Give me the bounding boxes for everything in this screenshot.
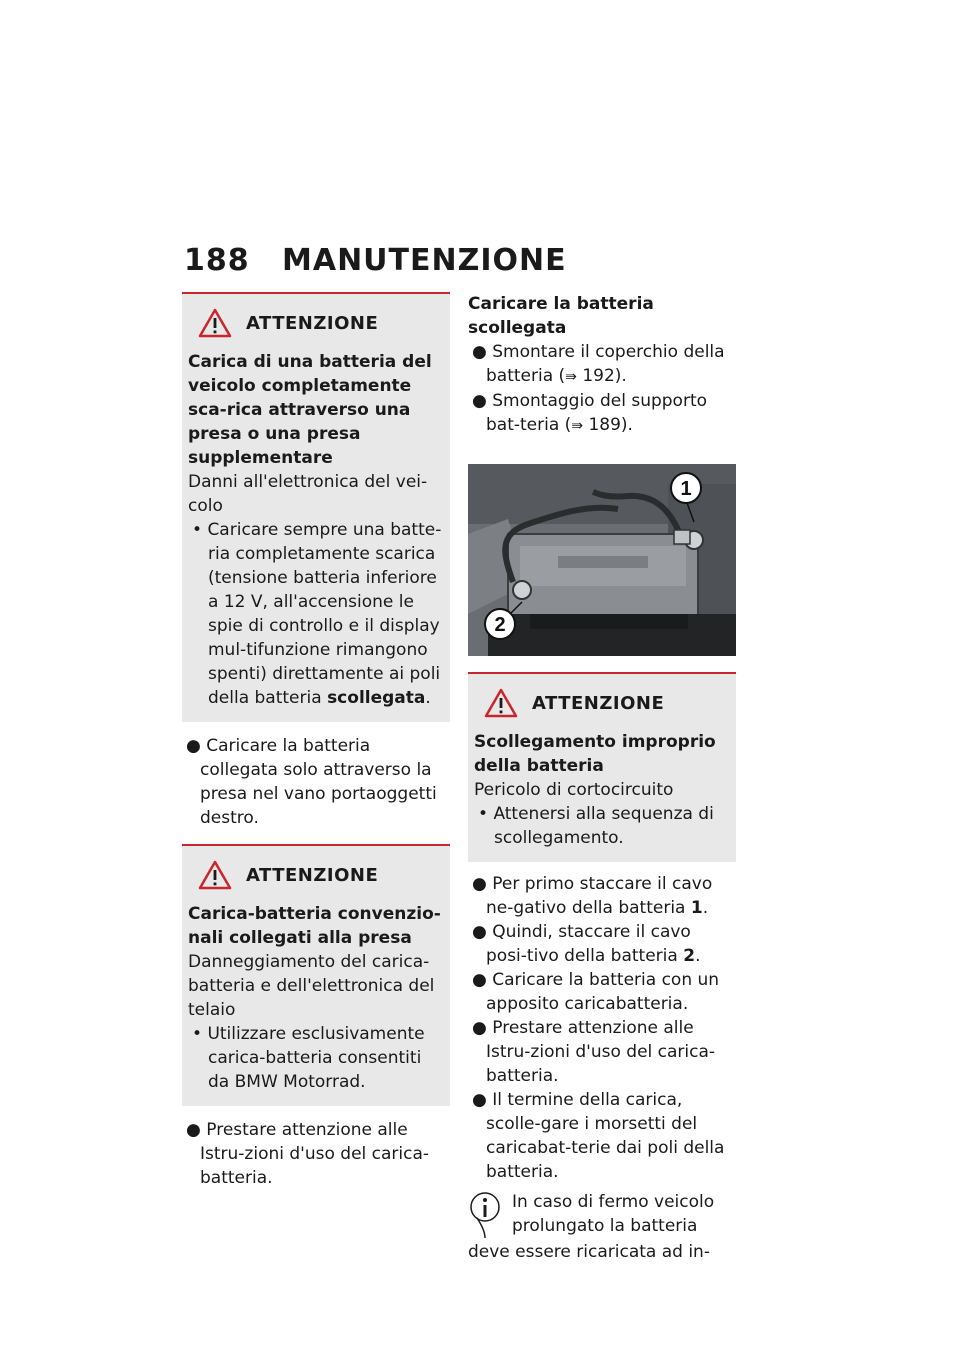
list-item-text: Prestare attenzione alle Istru-zioni d'uso del carica-batteria. [200, 1120, 430, 1188]
warning-header [474, 688, 730, 718]
list-item-end: . [702, 898, 709, 918]
note-text-continued: deve essere ricaricata ad in- [468, 1242, 710, 1262]
note-text: In caso di fermo veicolo prolungato la batteria [512, 1192, 715, 1236]
warning-triangle-icon [198, 860, 232, 890]
list-item: ● Smontaggio del supporto bat-teria (⇛ 189). [472, 391, 708, 435]
warning-triangle-icon [198, 308, 232, 338]
warning-label: ATTENZIONE [246, 864, 379, 886]
warning-bullet: • Attenersi alla sequenza di scollegamento. [478, 804, 714, 848]
page-ref-arrow-icon: ⇛ [565, 369, 577, 385]
warning-triangle-icon [484, 688, 518, 718]
list-item: ● Il termine della carica, scolle-gare i morsetti del caricabat-terie dai poli della batteria. [472, 1090, 725, 1182]
warning-text: Danneggiamento del carica-batteria e dell'elettronica del telaio [188, 952, 435, 1020]
warning-title: Carica-batteria convenzio-nali collegati alla presa [188, 904, 441, 948]
left-column [182, 292, 450, 1190]
list-item-end: . [695, 946, 701, 966]
page-reference[interactable]: 192 [582, 366, 615, 386]
list-item-text: Per primo staccare il cavo ne-gativo della batteria [486, 874, 713, 918]
warning-bullet-bold: scollegata [327, 688, 426, 708]
list-item-text: Caricare la batteria collegata solo attraverso la presa nel vano portaoggetti destro. [200, 736, 437, 828]
warning-box [468, 672, 736, 862]
warning-bullet-end: . [425, 688, 431, 708]
list-item: ● Per primo staccare il cavo ne-gativo della batteria 1. [472, 874, 713, 918]
page-header [184, 240, 567, 280]
section-title: MANUTENZIONE [282, 242, 567, 278]
list-item-end: ). [620, 415, 633, 435]
warning-title: Carica di una batteria del veicolo completamente sca-rica attraverso una presa o una presa supplementare [188, 352, 432, 468]
list-item: ● Caricare la batteria con un apposito caricabatteria. [472, 970, 720, 1014]
page-reference[interactable]: 189 [588, 415, 621, 435]
page-number: 188 [184, 242, 250, 278]
list-item-text: Caricare la batteria con un apposito caricabatteria. [486, 970, 720, 1014]
info-note [468, 1190, 736, 1240]
list-item-end: ). [614, 366, 627, 386]
right-column [468, 292, 736, 1264]
list-item-text: Prestare attenzione alle Istru-zioni d'uso del carica-batteria. [486, 1018, 716, 1086]
warning-bullet-text: Caricare sempre una batte-ria completamente scarica (tensione batteria inferiore a 12 V, all'accensione le spie di controllo e il display mul-tifunzione rimangono spenti) direttamente ai poli della batteria [207, 520, 442, 708]
warning-bullet: • Caricare sempre una batte-ria completamente scarica (tensione batteria inferiore a 12 V, all'accensione le spie di controllo e il display mul-tifunzione rimangono spenti) direttamente ai poli della batteria scollegata. [192, 520, 442, 708]
battery-illustration [468, 464, 736, 656]
callout-2: 2 [494, 614, 506, 636]
warning-bullet-text: Utilizzare esclusivamente carica-batteria consentiti da BMW Motorrad. [207, 1024, 425, 1092]
page-ref-arrow-icon: ⇛ [571, 418, 584, 434]
list-item: ● Prestare attenzione alle Istru-zioni d'uso del carica-batteria. [186, 1120, 430, 1188]
warning-bullet: • Utilizzare esclusivamente carica-batteria consentiti da BMW Motorrad. [192, 1024, 425, 1092]
warning-box [182, 292, 450, 722]
list-item: ● Prestare attenzione alle Istru-zioni d'uso del carica-batteria. [472, 1018, 716, 1086]
subsection-title: Caricare la batteria scollegata [468, 294, 654, 338]
warning-header [188, 860, 444, 890]
warning-title: Scollegamento improprio della batteria [474, 732, 716, 776]
list-item: ● Quindi, staccare il cavo posi-tivo della batteria 2. [472, 922, 701, 966]
step-list [468, 872, 736, 1184]
callout-1: 1 [680, 478, 692, 500]
list-item-text: Il termine della carica, scolle-gare i morsetti del caricabat-terie dai poli della batteria. [486, 1090, 725, 1182]
info-icon [468, 1190, 502, 1240]
warning-header [188, 308, 444, 338]
warning-label: ATTENZIONE [532, 692, 665, 714]
warning-bullet-text: Attenersi alla sequenza di scollegamento. [493, 804, 714, 848]
warning-box [182, 844, 450, 1106]
list-item-text: Quindi, staccare il cavo posi-tivo della batteria [486, 922, 691, 966]
warning-label: ATTENZIONE [246, 312, 379, 334]
list-item-number: 1 [690, 898, 703, 918]
list-item-number: 2 [683, 946, 696, 966]
warning-text: Pericolo di cortocircuito [474, 780, 674, 800]
list-item: ● Caricare la batteria collegata solo attraverso la presa nel vano portaoggetti destro. [186, 736, 437, 828]
list-item-text: Smontaggio del supporto bat-teria ( [486, 391, 708, 435]
list-item-text: Smontare il coperchio della batteria ( [486, 342, 725, 386]
warning-text: Danni all'elettronica del vei-colo [188, 472, 428, 516]
battery-photo [468, 464, 736, 656]
list-item: ● Smontare il coperchio della batteria (⇛ 192). [472, 342, 725, 386]
